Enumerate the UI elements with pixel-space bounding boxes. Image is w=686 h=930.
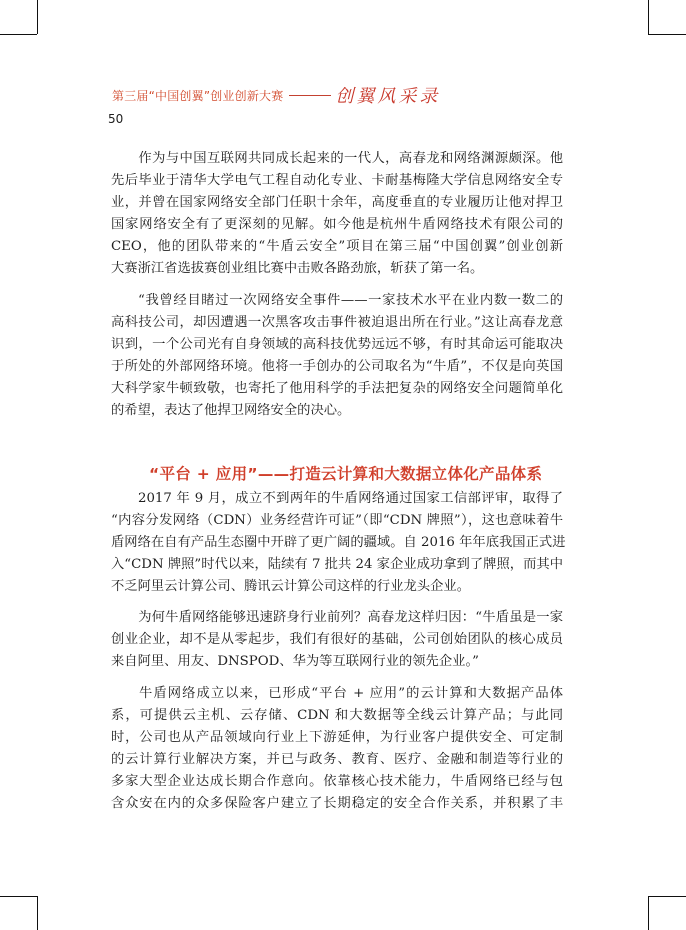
header-dash	[289, 95, 331, 96]
paragraph-line: 大科学家牛顿致敬，也寄托了他用科学的手法把复杂的网络安全问题简单化	[111, 381, 563, 396]
crop-mark	[648, 896, 649, 930]
crop-mark	[0, 34, 37, 35]
paragraph-line: “我曾经目睹过一次网络安全事件——一家技术水平在业内数一数二的	[138, 293, 563, 308]
paragraph-line: 的希望，表达了他捍卫网络安全的决心。	[111, 403, 351, 418]
paragraph-line: 系，可提供云主机、云存储、CDN 和大数据等全线云计算产品；与此同	[111, 708, 563, 723]
crop-mark	[0, 896, 37, 897]
paragraph-line: 于所处的外部网络环境。他将一手创办的公司取名为“牛盾”，不仅是向英国	[111, 359, 563, 374]
paragraph-line: 含众安在内的众多保险客户建立了长期稳定的安全合作关系，并积累了丰	[111, 796, 563, 811]
body-paragraph	[111, 607, 563, 673]
body-paragraph	[111, 683, 563, 815]
paragraph-line: 创业企业，却不是从零起步，我们有很好的基础，公司创始团队的核心成员	[111, 632, 563, 647]
page-number: 50	[108, 112, 124, 126]
paragraph-line: 的云计算行业解决方案，并已与政务、教育、医疗、金融和制造等行业的	[111, 752, 563, 767]
body-paragraph	[111, 290, 563, 422]
body-paragraph	[111, 148, 563, 280]
paragraph-line: 识到，一个公司光有自身领域的高科技优势远远不够，有时其命运可能取决	[111, 337, 563, 352]
paragraph-line: 来自阿里、用友、DNSPOD、华为等互联网行业的领先企业。”	[111, 654, 479, 669]
crop-mark	[648, 0, 649, 34]
body-paragraph	[111, 488, 566, 598]
paragraph-line: 2017 年 9 月，成立不到两年的牛盾网络通过国家工信部评审，取得了	[138, 491, 563, 506]
paragraph-line: 入“CDN 牌照”时代以来，陆续有 7 批共 24 家企业成功拿到了牌照，而其中	[111, 557, 563, 572]
crop-mark	[37, 896, 38, 930]
crop-mark	[37, 0, 38, 34]
paragraph-line: 国家网络安全有了更深刻的见解。如今他是杭州牛盾网络技术有限公司的	[111, 217, 563, 232]
section-heading: “平台 + 应用”——打造云计算和大数据立体化产品体系	[149, 465, 543, 483]
script-title: 创翼风采录	[335, 86, 441, 107]
paragraph-line: 盾网络在自有产品生态圈中开辟了更广阔的疆域。自 2016 年年底我国正式进	[111, 535, 566, 550]
paragraph-line: CEO，他的团队带来的“牛盾云安全”项目在第三届“中国创翼”创业创新	[111, 239, 563, 254]
paragraph-line: 高科技公司，却因遭遇一次黑客攻击事件被迫退出所在行业。”这让高春龙意	[111, 315, 563, 330]
paragraph-line: 牛盾网络成立以来，已形成“平台 + 应用”的云计算和大数据产品体	[138, 686, 563, 701]
paragraph-line: 先后毕业于清华大学电气工程自动化专业、卡耐基梅隆大学信息网络安全专	[111, 173, 563, 188]
paragraph-line: 大赛浙江省选拔赛创业组比赛中击败各路劲旅，斩获了第一名。	[111, 261, 484, 276]
paragraph-line: “内容分发网络（CDN）业务经营许可证”（即“CDN 牌照”），这也意味着牛	[111, 513, 563, 528]
paragraph-line: 多家大型企业达成长期合作意向。依靠核心技术能力，牛盾网络已经与包	[111, 774, 563, 789]
running-header	[112, 82, 582, 107]
paragraph-line: 不乏阿里云计算公司、腾讯云计算公司这样的行业龙头企业。	[111, 579, 471, 594]
paragraph-line: 业，并曾在国家网络安全部门任职十余年，高度垂直的专业履历让他对捍卫	[111, 195, 563, 210]
crop-mark	[648, 896, 686, 897]
paragraph-line: 为何牛盾网络能够迅速跻身行业前列？高春龙这样归因：“牛盾虽是一家	[138, 610, 563, 625]
paragraph-line: 时，公司也从产品领域向行业上下游延伸，为行业客户提供安全、可定制	[111, 730, 563, 745]
crop-mark	[648, 34, 686, 35]
running-title: 第三届“中国创翼”创业创新大赛	[112, 88, 284, 103]
paragraph-line: 作为与中国互联网共同成长起来的一代人，高春龙和网络渊源颇深。他	[138, 151, 563, 166]
